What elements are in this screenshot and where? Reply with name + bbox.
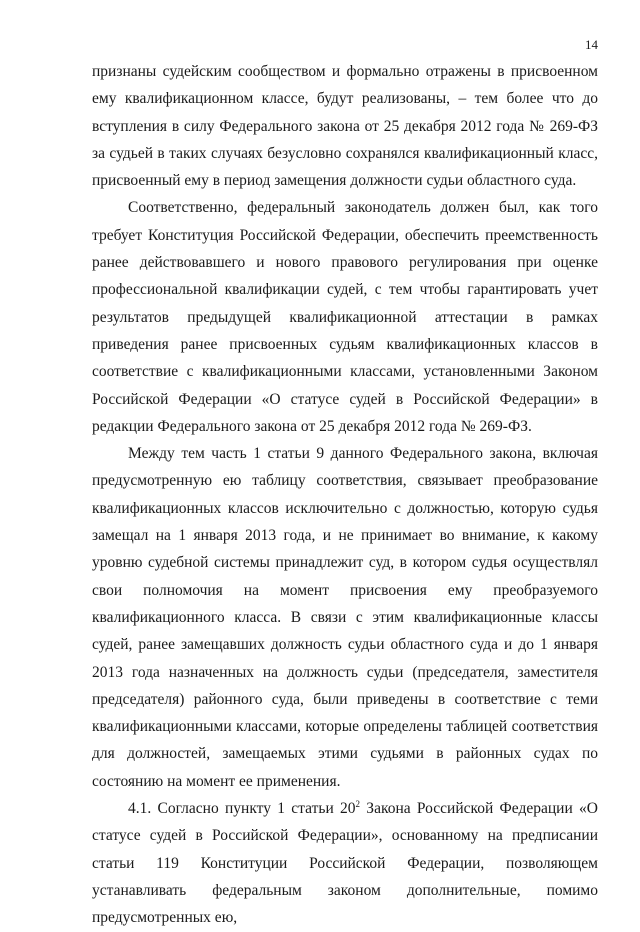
paragraph-text-before-superscript: 4.1. Согласно пункту 1 статьи 20: [128, 800, 356, 818]
document-body: [92, 58, 598, 932]
paragraph-text-after-superscript: Закона Российской Федерации «О статусе судей в Российской Федерации», основанному на предписании статьи 119 Конституции Российской Федерации, позволяющем устанавливать федеральным законом дополнительные, помимо предусмотренных ею,: [92, 800, 598, 927]
paragraph-section-4-1: [92, 795, 598, 931]
paragraph-continuation: признаны судейским сообществом и формально отражены в присвоенном ему квалификационном классе, будут реализованы, – тем более что до вступления в силу Федерального закона от 25 декабря 2012 года № 269-ФЗ за судьей в таких случаях безусловно сохранялся квалификационный класс, присвоенный ему в период замещения должности судьи областного суда.: [92, 63, 598, 190]
page-number: 14: [585, 37, 598, 52]
paragraph: Соответственно, федеральный законодатель должен был, как того требует Конституция Российской Федерации, обеспечить преемственность ранее действовавшего и нового правового регулирования при оценке профессиональной квалификации судей, с тем чтобы гарантировать учет результатов предыдущей квалификационной аттестации в рамках приведения ранее присвоенных судьям квалификационных классов в соответствие с квалификационными классами, установленными Законом Российской Федерации «О статусе судей в Российской Федерации» в редакции Федерального закона от 25 декабря 2012 года № 269-ФЗ.: [92, 199, 598, 435]
superscript: 2: [355, 798, 361, 809]
paragraph: Между тем часть 1 статьи 9 данного Федерального закона, включая предусмотренную ею таблицу соответствия, связывает преобразование квалификационных классов исключительно с должностью, которую судья замещал на 1 января 2013 года, и не принимает во внимание, к какому уровню судебной системы принадлежит суд, в котором судья осуществлял свои полномочия на момент присвоения ему преобразуемого квалификационного класса. В связи с этим квалификационные классы судей, ранее замещавших должность судьи областного суда и до 1 января 2013 года назначенных на должность судьи (председателя, заместителя председателя) районного суда, были приведены в соответствие с теми квалификационными классами, которые определены таблицей соответствия для должностей, замещаемых этими судьями в районных судах по состоянию на момент ее применения.: [92, 445, 598, 790]
